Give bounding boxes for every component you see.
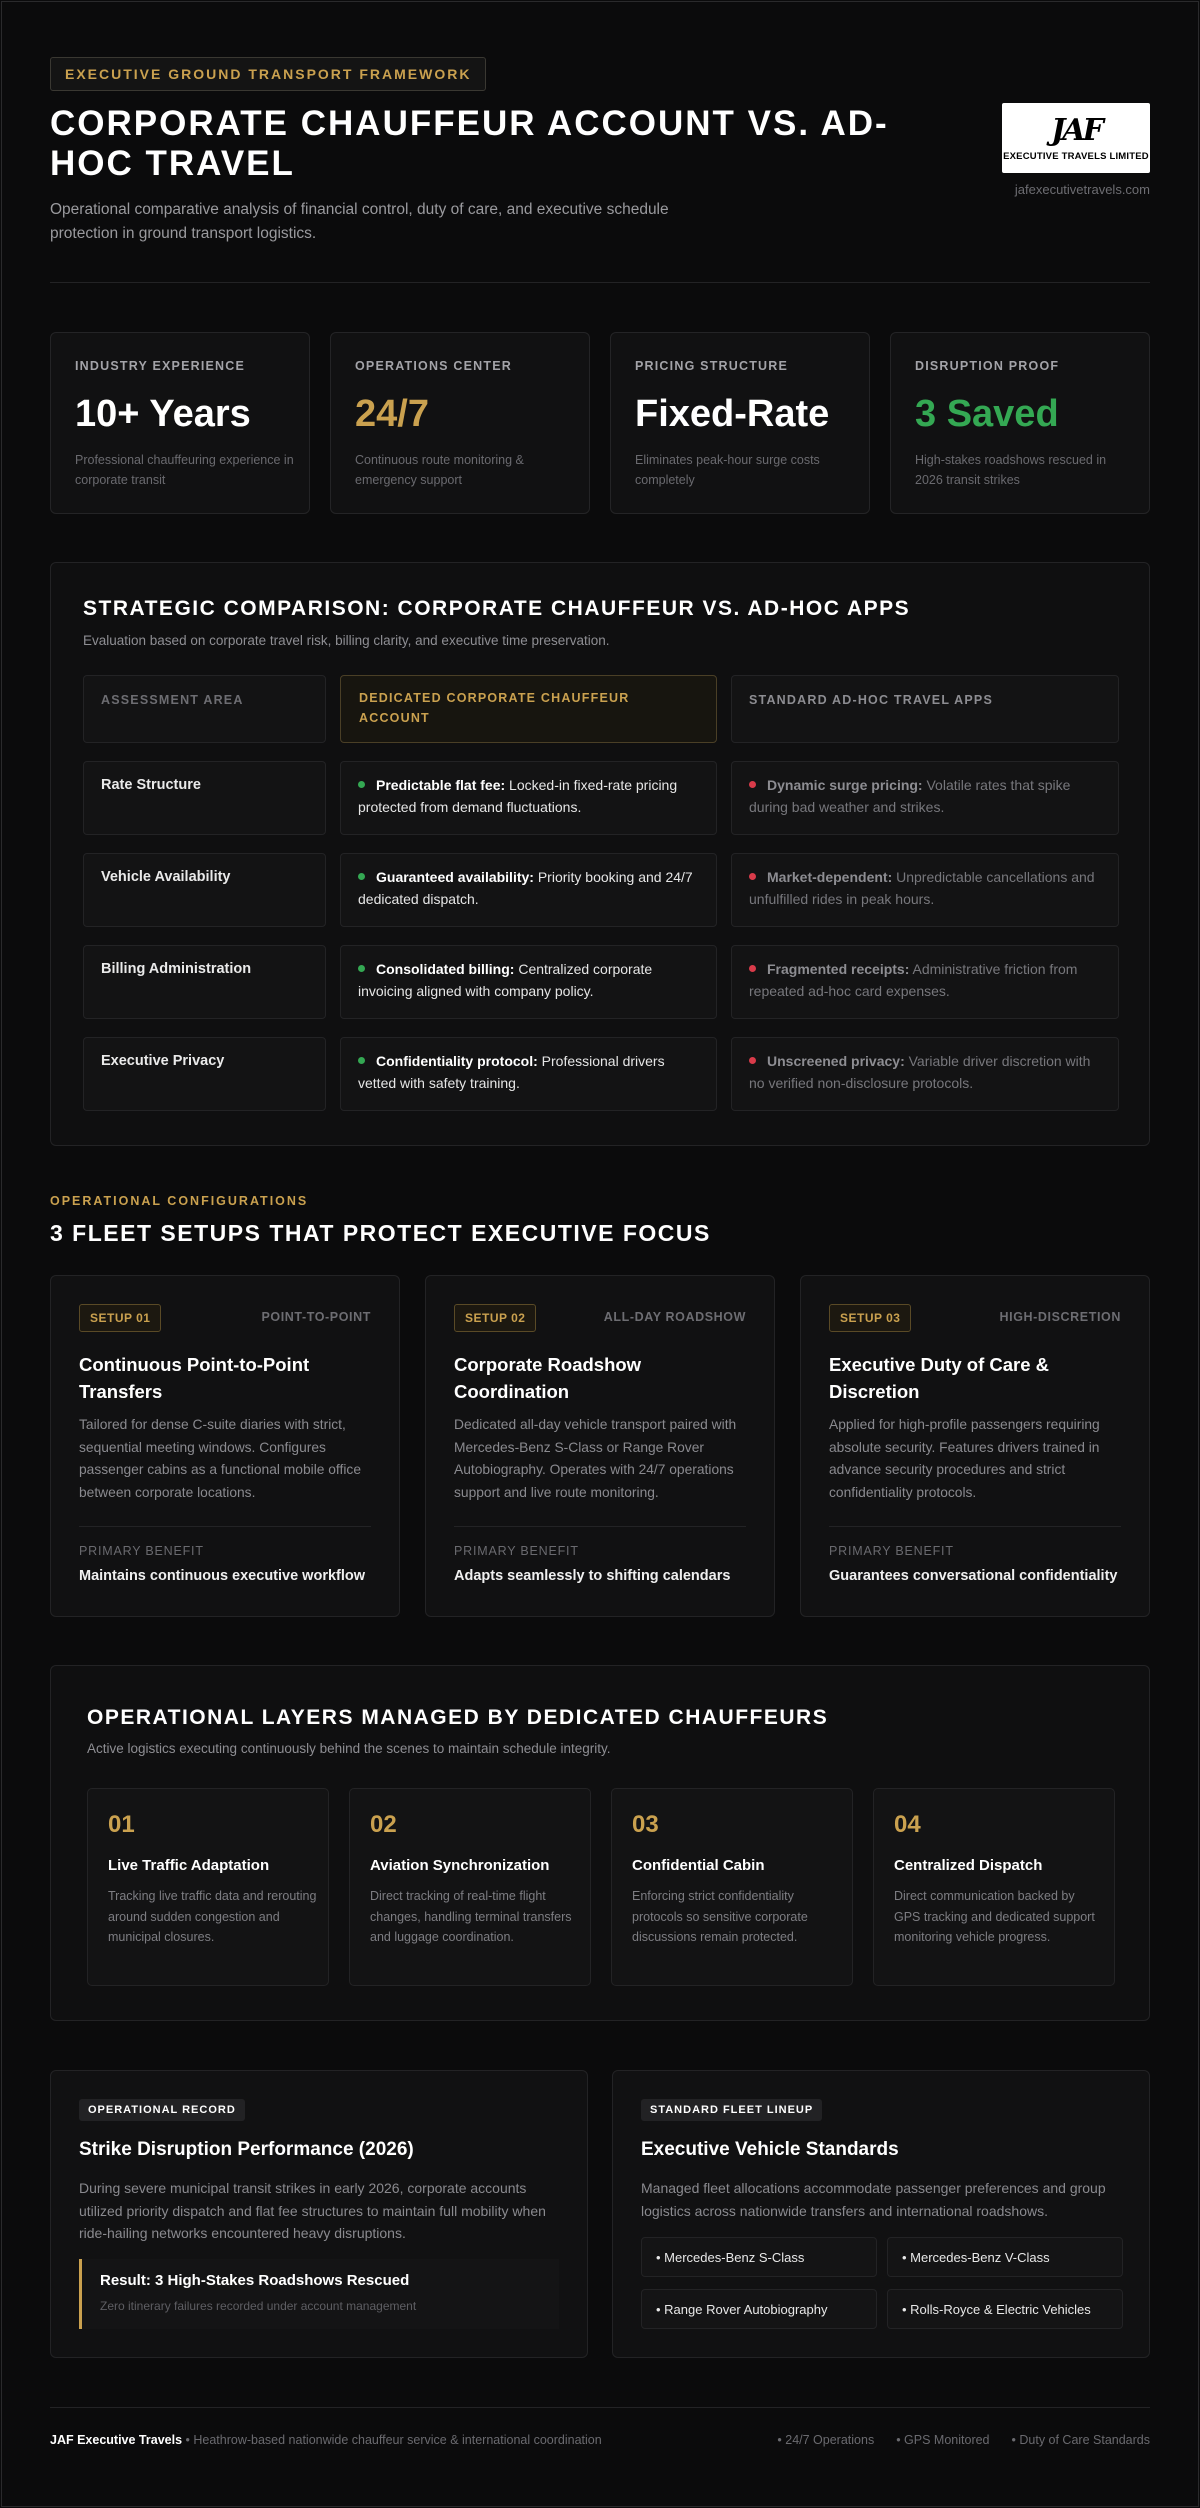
benefit-label: PRIMARY BENEFIT [79, 1544, 204, 1558]
setup-title: Corporate Roadshow Coordination [454, 1354, 642, 1402]
setup-tag: HIGH-DISCRETION [999, 1310, 1121, 1324]
page-subtitle: Operational comparative analysis of financial control, duty of care, and executive schedule protection in ground transport logistics. [50, 201, 669, 242]
stat-value: Fixed-Rate [635, 393, 830, 435]
table-cell-chauffeur [340, 853, 717, 927]
fleet-description: Managed fleet allocations accommodate passenger preferences and group logistics across nationwide transfers and international roadshows. [641, 2180, 1106, 2219]
stat-card-experience [50, 332, 310, 514]
layer-title: Live Traffic Adaptation [108, 1857, 270, 1874]
row-label: Vehicle Availability [101, 869, 231, 885]
layer-title: Confidential Cabin [632, 1857, 765, 1874]
status-dot-positive [358, 781, 365, 788]
status-dot-positive [358, 873, 365, 880]
layer-title: Centralized Dispatch [894, 1857, 1043, 1874]
stat-description: Continuous route monitoring & emergency support [355, 453, 524, 487]
layer-card-aviation [349, 1788, 591, 1986]
stat-description: High-stakes roadshows rescued in 2026 transit strikes [915, 453, 1107, 487]
layer-description: Enforcing strict confidentiality protocols so sensitive corporate discussions remain protected. [632, 1889, 808, 1944]
stat-label: OPERATIONS CENTER [355, 359, 512, 373]
status-dot-negative [749, 965, 756, 972]
cell-text: Administrative friction from repeated ad-hoc card expenses. [749, 961, 1078, 999]
layer-description: Tracking live traffic data and rerouting around sudden congestion and municipal closures. [108, 1889, 317, 1944]
layer-number: 02 [370, 1811, 397, 1838]
layer-number: 03 [632, 1811, 659, 1838]
cell-text: Unpredictable cancellations and unfulfilled rides in peak hours. [749, 869, 1095, 907]
stat-card-pricing [610, 332, 870, 514]
row-label: Billing Administration [101, 961, 252, 977]
setup-card-point-to-point [50, 1275, 400, 1617]
cell-highlight: Fragmented receipts: [767, 961, 910, 977]
setup-title: Executive Duty of Care & Discretion [829, 1354, 1050, 1402]
result-subtitle: Zero itinerary failures recorded under account management [100, 2299, 417, 2313]
status-dot-positive [358, 1057, 365, 1064]
fleet-card [612, 2070, 1150, 2358]
layer-description: Direct communication backed by GPS tracking and dedicated support monitoring vehicle progress. [894, 1889, 1095, 1944]
column-header-label: DEDICATED CORPORATE CHAUFFEUR ACCOUNT [359, 691, 630, 725]
vehicle-item: • Range Rover Autobiography [641, 2289, 877, 2329]
stat-description: Professional chauffeuring experience in corporate transit [75, 453, 294, 487]
page-title: CORPORATE CHAUFFEUR ACCOUNT VS. AD-HOC TRAVEL [50, 104, 889, 183]
setup-description: Tailored for dense C-suite diaries with strict, sequential meeting windows. Configures passenger cabins as a functional mobile office between corporate locations. [79, 1417, 361, 1500]
stat-label: INDUSTRY EXPERIENCE [75, 359, 246, 373]
benefit-value: Maintains continuous executive workflow [79, 1568, 366, 1584]
column-header-label: ASSESSMENT AREA [101, 693, 244, 707]
footer-badge: • Duty of Care Standards [1011, 2433, 1150, 2447]
setup-badge: SETUP 02 [454, 1304, 536, 1332]
logo[interactable] [1002, 103, 1150, 173]
benefit-label: PRIMARY BENEFIT [829, 1544, 954, 1558]
setups-title: 3 FLEET SETUPS THAT PROTECT EXECUTIVE FOCUS [50, 1220, 711, 1246]
setup-card-discretion [800, 1275, 1150, 1617]
cell-text: Professional drivers vetted with safety training. [358, 1053, 665, 1091]
website-link[interactable]: jafexecutivetravels.com [1014, 182, 1150, 197]
record-pill: OPERATIONAL RECORD [79, 2099, 245, 2121]
logo-mark: JAF [1051, 113, 1101, 148]
footer-brand-line [50, 2433, 602, 2447]
logo-name: EXECUTIVE TRAVELS LIMITED [1003, 151, 1149, 162]
setup-badge: SETUP 01 [79, 1304, 161, 1332]
column-header-label: STANDARD AD-HOC TRAVEL APPS [749, 693, 993, 707]
table-cell-apps [731, 853, 1119, 927]
stat-value: 10+ Years [75, 393, 251, 435]
cell-text: Locked-in fixed-rate pricing protected from demand fluctuations. [358, 777, 678, 815]
benefit-label: PRIMARY BENEFIT [454, 1544, 579, 1558]
footer-tagline: • Heathrow-based nationwide chauffeur service & international coordination [182, 2433, 602, 2447]
stat-card-disruption [890, 332, 1150, 514]
row-label: Rate Structure [101, 777, 201, 793]
comparison-title: STRATEGIC COMPARISON: CORPORATE CHAUFFEUR VS. AD-HOC APPS [83, 597, 911, 620]
setup-description: Applied for high-profile passengers requiring absolute security. Features drivers trained in advance security procedures and strict confidentiality protocols. [829, 1417, 1100, 1500]
stat-label: DISRUPTION PROOF [915, 359, 1060, 373]
layer-number: 01 [108, 1811, 135, 1838]
layers-subtitle: Active logistics executing continuously behind the scenes to maintain schedule integrity. [87, 1741, 611, 1756]
cell-highlight: Confidentiality protocol: [376, 1053, 538, 1069]
comparison-panel [50, 562, 1150, 1146]
record-description: During severe municipal transit strikes in early 2026, corporate accounts utilized priority dispatch and flat fee structures to maintain full mobility when ride-hailing networks encountered heavy disruptions. [79, 2180, 546, 2241]
divider [79, 1526, 371, 1527]
table-row-area [83, 1037, 326, 1111]
status-dot-negative [749, 1057, 756, 1064]
footer-badges [777, 2433, 1150, 2447]
vehicle-item: • Rolls-Royce & Electric Vehicles [887, 2289, 1123, 2329]
setup-tag: POINT-TO-POINT [261, 1310, 371, 1324]
cell-highlight: Market-dependent: [767, 869, 893, 885]
layer-card-traffic [87, 1788, 329, 1986]
divider [829, 1526, 1121, 1527]
vehicle-item: • Mercedes-Benz S-Class [641, 2237, 877, 2277]
cell-text: Variable driver discretion with no verified non-disclosure protocols. [749, 1053, 1091, 1091]
record-card [50, 2070, 588, 2358]
column-header-chauffeur [340, 675, 717, 743]
row-label: Executive Privacy [101, 1053, 225, 1069]
table-cell-chauffeur [340, 1037, 717, 1111]
table-cell-chauffeur [340, 761, 717, 835]
fleet-pill: STANDARD FLEET LINEUP [641, 2099, 822, 2121]
table-cell-chauffeur [340, 945, 717, 1019]
stat-description: Eliminates peak-hour surge costs completely [635, 453, 820, 487]
divider [454, 1526, 746, 1527]
result-callout [79, 2259, 559, 2329]
stat-label: PRICING STRUCTURE [635, 359, 789, 373]
layers-title: OPERATIONAL LAYERS MANAGED BY DEDICATED CHAUFFEURS [87, 1706, 829, 1729]
benefit-value: Guarantees conversational confidentiality [829, 1568, 1118, 1584]
setup-tag: ALL-DAY ROADSHOW [603, 1310, 746, 1324]
footer-badge: • 24/7 Operations [777, 2433, 875, 2447]
table-row-area [83, 761, 326, 835]
stat-value: 3 Saved [915, 393, 1059, 435]
layer-title: Aviation Synchronization [370, 1857, 550, 1874]
setup-card-roadshow [425, 1275, 775, 1617]
fleet-title: Executive Vehicle Standards [641, 2139, 899, 2160]
layer-card-dispatch [873, 1788, 1115, 1986]
status-dot-positive [358, 965, 365, 972]
layer-description: Direct tracking of real-time flight changes, handling terminal transfers and luggage coordination. [370, 1889, 572, 1944]
layer-number: 04 [894, 1811, 921, 1838]
comparison-subtitle: Evaluation based on corporate travel risk, billing clarity, and executive time preservation. [83, 633, 610, 648]
setup-badge: SETUP 03 [829, 1304, 911, 1332]
footer-badge: • GPS Monitored [896, 2433, 990, 2447]
cell-highlight: Unscreened privacy: [767, 1053, 905, 1069]
header-eyebrow: EXECUTIVE GROUND TRANSPORT FRAMEWORK [50, 57, 486, 91]
table-cell-apps [731, 945, 1119, 1019]
stat-card-operations [330, 332, 590, 514]
setup-title: Continuous Point-to-Point Transfers [79, 1354, 310, 1402]
cell-text: Centralized corporate invoicing aligned with company policy. [358, 961, 653, 999]
cell-text: Priority booking and 24/7 dedicated dispatch. [358, 869, 693, 907]
layer-card-cabin [611, 1788, 853, 1986]
vehicle-item: • Mercedes-Benz V-Class [887, 2237, 1123, 2277]
result-title: Result: 3 High-Stakes Roadshows Rescued [100, 2272, 410, 2289]
divider [50, 282, 1150, 283]
cell-text: Volatile rates that spike during bad weather and strikes. [749, 777, 1071, 815]
cell-highlight: Dynamic surge pricing: [767, 777, 923, 793]
benefit-value: Adapts seamlessly to shifting calendars [454, 1568, 731, 1584]
footer-divider [50, 2407, 1150, 2408]
table-row-area [83, 853, 326, 927]
stat-value: 24/7 [355, 393, 429, 435]
cell-highlight: Predictable flat fee: [376, 777, 506, 793]
table-cell-apps [731, 761, 1119, 835]
footer-brand: JAF Executive Travels [50, 2433, 183, 2447]
status-dot-negative [749, 873, 756, 880]
setups-eyebrow: OPERATIONAL CONFIGURATIONS [50, 1194, 309, 1208]
cell-highlight: Guaranteed availability: [376, 869, 534, 885]
table-row-area [83, 945, 326, 1019]
cell-highlight: Consolidated billing: [376, 961, 515, 977]
column-header-area [83, 675, 326, 743]
setup-description: Dedicated all-day vehicle transport paired with Mercedes-Benz S-Class or Range Rover Autobiography. Operates with 24/7 operations support and live route monitoring. [454, 1417, 737, 1500]
table-cell-apps [731, 1037, 1119, 1111]
column-header-apps [731, 675, 1119, 743]
status-dot-negative [749, 781, 756, 788]
record-title: Strike Disruption Performance (2026) [79, 2139, 414, 2160]
